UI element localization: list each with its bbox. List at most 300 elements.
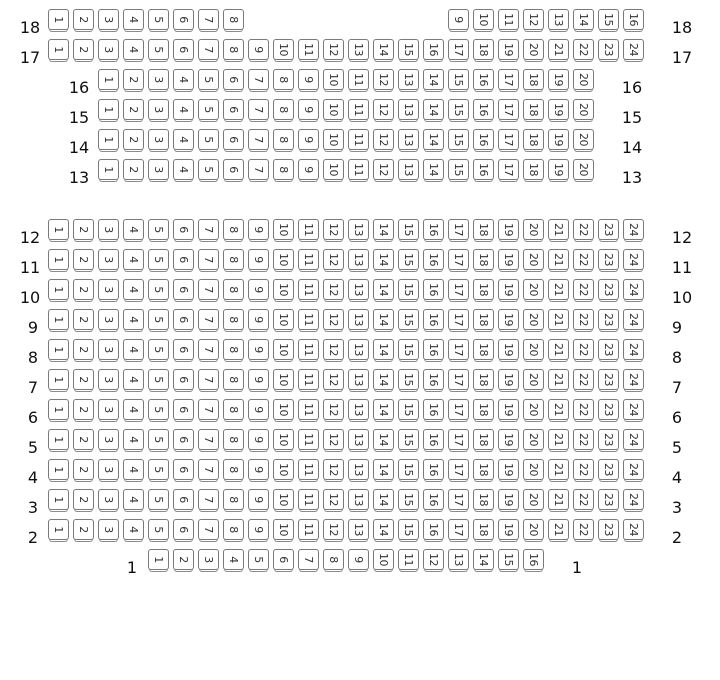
seat[interactable] bbox=[223, 459, 244, 480]
seat[interactable] bbox=[98, 9, 119, 30]
seat[interactable] bbox=[473, 9, 494, 30]
seat[interactable] bbox=[98, 219, 119, 240]
seat[interactable] bbox=[273, 549, 294, 570]
seat[interactable] bbox=[498, 399, 519, 420]
seat[interactable] bbox=[548, 279, 569, 300]
seat[interactable] bbox=[398, 369, 419, 390]
seat[interactable] bbox=[173, 519, 194, 540]
seat[interactable] bbox=[523, 399, 544, 420]
seat[interactable] bbox=[523, 369, 544, 390]
seat[interactable] bbox=[148, 309, 169, 330]
seat[interactable] bbox=[323, 99, 344, 120]
seat[interactable] bbox=[273, 129, 294, 150]
seat[interactable] bbox=[273, 39, 294, 60]
seat[interactable] bbox=[198, 399, 219, 420]
seat[interactable] bbox=[98, 39, 119, 60]
seat[interactable] bbox=[223, 39, 244, 60]
seat[interactable] bbox=[248, 339, 269, 360]
seat[interactable] bbox=[248, 399, 269, 420]
seat[interactable] bbox=[348, 429, 369, 450]
seat[interactable] bbox=[148, 249, 169, 270]
seat[interactable] bbox=[448, 459, 469, 480]
seat[interactable] bbox=[423, 219, 444, 240]
seat[interactable] bbox=[373, 99, 394, 120]
seat[interactable] bbox=[323, 39, 344, 60]
seat[interactable] bbox=[123, 129, 144, 150]
seat[interactable] bbox=[173, 69, 194, 90]
seat[interactable] bbox=[148, 339, 169, 360]
seat[interactable] bbox=[248, 69, 269, 90]
seat[interactable] bbox=[473, 309, 494, 330]
seat[interactable] bbox=[173, 309, 194, 330]
seat[interactable] bbox=[523, 519, 544, 540]
seat[interactable] bbox=[573, 159, 594, 180]
seat[interactable] bbox=[298, 549, 319, 570]
seat[interactable] bbox=[298, 459, 319, 480]
seat[interactable] bbox=[223, 129, 244, 150]
seat[interactable] bbox=[523, 549, 544, 570]
seat[interactable] bbox=[123, 249, 144, 270]
seat[interactable] bbox=[123, 489, 144, 510]
seat[interactable] bbox=[198, 339, 219, 360]
seat[interactable] bbox=[323, 279, 344, 300]
seat[interactable] bbox=[423, 159, 444, 180]
seat[interactable] bbox=[198, 489, 219, 510]
seat[interactable] bbox=[573, 459, 594, 480]
seat[interactable] bbox=[148, 489, 169, 510]
seat[interactable] bbox=[548, 39, 569, 60]
seat[interactable] bbox=[448, 369, 469, 390]
seat[interactable] bbox=[498, 129, 519, 150]
seat[interactable] bbox=[448, 69, 469, 90]
seat[interactable] bbox=[323, 549, 344, 570]
seat[interactable] bbox=[348, 99, 369, 120]
seat[interactable] bbox=[448, 519, 469, 540]
seat[interactable] bbox=[373, 369, 394, 390]
seat[interactable] bbox=[148, 129, 169, 150]
seat[interactable] bbox=[573, 129, 594, 150]
seat[interactable] bbox=[223, 369, 244, 390]
seat[interactable] bbox=[123, 9, 144, 30]
seat[interactable] bbox=[623, 429, 644, 450]
seat[interactable] bbox=[348, 549, 369, 570]
seat[interactable] bbox=[73, 519, 94, 540]
seat[interactable] bbox=[198, 99, 219, 120]
seat[interactable] bbox=[373, 399, 394, 420]
seat[interactable] bbox=[198, 39, 219, 60]
seat[interactable] bbox=[48, 309, 69, 330]
seat[interactable] bbox=[548, 129, 569, 150]
seat[interactable] bbox=[223, 309, 244, 330]
seat[interactable] bbox=[623, 399, 644, 420]
seat[interactable] bbox=[198, 219, 219, 240]
seat[interactable] bbox=[48, 519, 69, 540]
seat[interactable] bbox=[498, 219, 519, 240]
seat[interactable] bbox=[523, 489, 544, 510]
seat[interactable] bbox=[298, 519, 319, 540]
seat[interactable] bbox=[348, 279, 369, 300]
seat[interactable] bbox=[623, 39, 644, 60]
seat[interactable] bbox=[73, 369, 94, 390]
seat[interactable] bbox=[598, 399, 619, 420]
seat[interactable] bbox=[248, 39, 269, 60]
seat[interactable] bbox=[548, 339, 569, 360]
seat[interactable] bbox=[223, 339, 244, 360]
seat[interactable] bbox=[248, 129, 269, 150]
seat[interactable] bbox=[323, 519, 344, 540]
seat[interactable] bbox=[473, 99, 494, 120]
seat[interactable] bbox=[173, 549, 194, 570]
seat[interactable] bbox=[98, 129, 119, 150]
seat[interactable] bbox=[123, 39, 144, 60]
seat[interactable] bbox=[273, 489, 294, 510]
seat[interactable] bbox=[273, 399, 294, 420]
seat[interactable] bbox=[373, 459, 394, 480]
seat[interactable] bbox=[598, 489, 619, 510]
seat[interactable] bbox=[473, 459, 494, 480]
seat[interactable] bbox=[423, 279, 444, 300]
seat[interactable] bbox=[148, 279, 169, 300]
seat[interactable] bbox=[348, 219, 369, 240]
seat[interactable] bbox=[123, 369, 144, 390]
seat[interactable] bbox=[123, 219, 144, 240]
seat[interactable] bbox=[248, 369, 269, 390]
seat[interactable] bbox=[73, 339, 94, 360]
seat[interactable] bbox=[148, 219, 169, 240]
seat[interactable] bbox=[473, 279, 494, 300]
seat[interactable] bbox=[348, 369, 369, 390]
seat[interactable] bbox=[498, 69, 519, 90]
seat[interactable] bbox=[498, 459, 519, 480]
seat[interactable] bbox=[223, 9, 244, 30]
seat[interactable] bbox=[148, 69, 169, 90]
seat[interactable] bbox=[448, 399, 469, 420]
seat[interactable] bbox=[48, 9, 69, 30]
seat[interactable] bbox=[523, 279, 544, 300]
seat[interactable] bbox=[98, 69, 119, 90]
seat[interactable] bbox=[48, 249, 69, 270]
seat[interactable] bbox=[423, 489, 444, 510]
seat[interactable] bbox=[98, 429, 119, 450]
seat[interactable] bbox=[448, 9, 469, 30]
seat[interactable] bbox=[573, 489, 594, 510]
seat[interactable] bbox=[398, 99, 419, 120]
seat[interactable] bbox=[348, 519, 369, 540]
seat[interactable] bbox=[373, 309, 394, 330]
seat[interactable] bbox=[623, 309, 644, 330]
seat[interactable] bbox=[398, 159, 419, 180]
seat[interactable] bbox=[573, 219, 594, 240]
seat[interactable] bbox=[73, 459, 94, 480]
seat[interactable] bbox=[223, 69, 244, 90]
seat[interactable] bbox=[248, 99, 269, 120]
seat[interactable] bbox=[123, 279, 144, 300]
seat[interactable] bbox=[448, 339, 469, 360]
seat[interactable] bbox=[198, 129, 219, 150]
seat[interactable] bbox=[73, 249, 94, 270]
seat[interactable] bbox=[148, 429, 169, 450]
seat[interactable] bbox=[398, 429, 419, 450]
seat[interactable] bbox=[398, 249, 419, 270]
seat[interactable] bbox=[148, 399, 169, 420]
seat[interactable] bbox=[248, 219, 269, 240]
seat[interactable] bbox=[198, 309, 219, 330]
seat[interactable] bbox=[198, 549, 219, 570]
seat[interactable] bbox=[623, 369, 644, 390]
seat[interactable] bbox=[198, 249, 219, 270]
seat[interactable] bbox=[548, 519, 569, 540]
seat[interactable] bbox=[498, 519, 519, 540]
seat[interactable] bbox=[123, 429, 144, 450]
seat[interactable] bbox=[573, 519, 594, 540]
seat[interactable] bbox=[548, 309, 569, 330]
seat[interactable] bbox=[473, 369, 494, 390]
seat[interactable] bbox=[373, 219, 394, 240]
seat[interactable] bbox=[398, 519, 419, 540]
seat[interactable] bbox=[473, 549, 494, 570]
seat[interactable] bbox=[48, 399, 69, 420]
seat[interactable] bbox=[273, 309, 294, 330]
seat[interactable] bbox=[298, 249, 319, 270]
seat[interactable] bbox=[348, 459, 369, 480]
seat[interactable] bbox=[173, 219, 194, 240]
seat[interactable] bbox=[348, 489, 369, 510]
seat[interactable] bbox=[248, 249, 269, 270]
seat[interactable] bbox=[123, 339, 144, 360]
seat[interactable] bbox=[248, 429, 269, 450]
seat[interactable] bbox=[148, 519, 169, 540]
seat[interactable] bbox=[223, 159, 244, 180]
seat[interactable] bbox=[198, 459, 219, 480]
seat[interactable] bbox=[298, 69, 319, 90]
seat[interactable] bbox=[523, 9, 544, 30]
seat[interactable] bbox=[48, 369, 69, 390]
seat[interactable] bbox=[498, 99, 519, 120]
seat[interactable] bbox=[398, 339, 419, 360]
seat[interactable] bbox=[123, 519, 144, 540]
seat[interactable] bbox=[498, 489, 519, 510]
seat[interactable] bbox=[148, 459, 169, 480]
seat[interactable] bbox=[598, 219, 619, 240]
seat[interactable] bbox=[248, 489, 269, 510]
seat[interactable] bbox=[123, 459, 144, 480]
seat[interactable] bbox=[323, 129, 344, 150]
seat[interactable] bbox=[173, 129, 194, 150]
seat[interactable] bbox=[323, 159, 344, 180]
seat[interactable] bbox=[223, 279, 244, 300]
seat[interactable] bbox=[48, 219, 69, 240]
seat[interactable] bbox=[73, 9, 94, 30]
seat[interactable] bbox=[73, 399, 94, 420]
seat[interactable] bbox=[398, 309, 419, 330]
seat[interactable] bbox=[473, 159, 494, 180]
seat[interactable] bbox=[498, 9, 519, 30]
seat[interactable] bbox=[498, 429, 519, 450]
seat[interactable] bbox=[373, 129, 394, 150]
seat[interactable] bbox=[398, 459, 419, 480]
seat[interactable] bbox=[373, 429, 394, 450]
seat[interactable] bbox=[573, 279, 594, 300]
seat[interactable] bbox=[198, 69, 219, 90]
seat[interactable] bbox=[573, 309, 594, 330]
seat[interactable] bbox=[223, 429, 244, 450]
seat[interactable] bbox=[523, 339, 544, 360]
seat[interactable] bbox=[548, 249, 569, 270]
seat[interactable] bbox=[348, 339, 369, 360]
seat[interactable] bbox=[548, 69, 569, 90]
seat[interactable] bbox=[148, 39, 169, 60]
seat[interactable] bbox=[223, 399, 244, 420]
seat[interactable] bbox=[548, 219, 569, 240]
seat[interactable] bbox=[548, 369, 569, 390]
seat[interactable] bbox=[73, 309, 94, 330]
seat[interactable] bbox=[623, 279, 644, 300]
seat[interactable] bbox=[123, 69, 144, 90]
seat[interactable] bbox=[448, 129, 469, 150]
seat[interactable] bbox=[73, 39, 94, 60]
seat[interactable] bbox=[448, 549, 469, 570]
seat[interactable] bbox=[173, 279, 194, 300]
seat[interactable] bbox=[448, 279, 469, 300]
seat[interactable] bbox=[323, 309, 344, 330]
seat[interactable] bbox=[323, 429, 344, 450]
seat[interactable] bbox=[573, 9, 594, 30]
seat[interactable] bbox=[173, 369, 194, 390]
seat[interactable] bbox=[573, 39, 594, 60]
seat[interactable] bbox=[98, 279, 119, 300]
seat[interactable] bbox=[198, 369, 219, 390]
seat[interactable] bbox=[98, 519, 119, 540]
seat[interactable] bbox=[273, 279, 294, 300]
seat[interactable] bbox=[223, 519, 244, 540]
seat[interactable] bbox=[323, 369, 344, 390]
seat[interactable] bbox=[423, 339, 444, 360]
seat[interactable] bbox=[298, 309, 319, 330]
seat[interactable] bbox=[73, 429, 94, 450]
seat[interactable] bbox=[98, 399, 119, 420]
seat[interactable] bbox=[423, 519, 444, 540]
seat[interactable] bbox=[248, 549, 269, 570]
seat[interactable] bbox=[623, 9, 644, 30]
seat[interactable] bbox=[473, 519, 494, 540]
seat[interactable] bbox=[298, 129, 319, 150]
seat[interactable] bbox=[48, 459, 69, 480]
seat[interactable] bbox=[623, 459, 644, 480]
seat[interactable] bbox=[148, 369, 169, 390]
seat[interactable] bbox=[273, 99, 294, 120]
seat[interactable] bbox=[273, 429, 294, 450]
seat[interactable] bbox=[223, 489, 244, 510]
seat[interactable] bbox=[598, 9, 619, 30]
seat[interactable] bbox=[548, 429, 569, 450]
seat[interactable] bbox=[323, 339, 344, 360]
seat[interactable] bbox=[523, 129, 544, 150]
seat[interactable] bbox=[48, 39, 69, 60]
seat[interactable] bbox=[173, 9, 194, 30]
seat[interactable] bbox=[423, 129, 444, 150]
seat[interactable] bbox=[498, 39, 519, 60]
seat[interactable] bbox=[198, 429, 219, 450]
seat[interactable] bbox=[373, 489, 394, 510]
seat[interactable] bbox=[248, 459, 269, 480]
seat[interactable] bbox=[273, 339, 294, 360]
seat[interactable] bbox=[373, 69, 394, 90]
seat[interactable] bbox=[523, 459, 544, 480]
seat[interactable] bbox=[173, 429, 194, 450]
seat[interactable] bbox=[348, 309, 369, 330]
seat[interactable] bbox=[523, 39, 544, 60]
seat[interactable] bbox=[123, 159, 144, 180]
seat[interactable] bbox=[523, 219, 544, 240]
seat[interactable] bbox=[298, 369, 319, 390]
seat[interactable] bbox=[298, 429, 319, 450]
seat[interactable] bbox=[548, 9, 569, 30]
seat[interactable] bbox=[448, 489, 469, 510]
seat[interactable] bbox=[398, 69, 419, 90]
seat[interactable] bbox=[398, 489, 419, 510]
seat[interactable] bbox=[423, 39, 444, 60]
seat[interactable] bbox=[573, 249, 594, 270]
seat[interactable] bbox=[623, 489, 644, 510]
seat[interactable] bbox=[48, 429, 69, 450]
seat[interactable] bbox=[473, 429, 494, 450]
seat[interactable] bbox=[223, 249, 244, 270]
seat[interactable] bbox=[348, 129, 369, 150]
seat[interactable] bbox=[373, 519, 394, 540]
seat[interactable] bbox=[123, 399, 144, 420]
seat[interactable] bbox=[348, 399, 369, 420]
seat[interactable] bbox=[223, 219, 244, 240]
seat[interactable] bbox=[373, 279, 394, 300]
seat[interactable] bbox=[273, 69, 294, 90]
seat[interactable] bbox=[48, 339, 69, 360]
seat[interactable] bbox=[473, 69, 494, 90]
seat[interactable] bbox=[573, 339, 594, 360]
seat[interactable] bbox=[548, 99, 569, 120]
seat[interactable] bbox=[198, 159, 219, 180]
seat[interactable] bbox=[323, 399, 344, 420]
seat[interactable] bbox=[323, 69, 344, 90]
seat[interactable] bbox=[248, 519, 269, 540]
seat[interactable] bbox=[298, 39, 319, 60]
seat[interactable] bbox=[573, 369, 594, 390]
seat[interactable] bbox=[598, 369, 619, 390]
seat[interactable] bbox=[598, 459, 619, 480]
seat[interactable] bbox=[298, 489, 319, 510]
seat[interactable] bbox=[248, 279, 269, 300]
seat[interactable] bbox=[423, 369, 444, 390]
seat[interactable] bbox=[448, 249, 469, 270]
seat[interactable] bbox=[423, 459, 444, 480]
seat[interactable] bbox=[498, 549, 519, 570]
seat[interactable] bbox=[473, 399, 494, 420]
seat[interactable] bbox=[473, 39, 494, 60]
seat[interactable] bbox=[248, 159, 269, 180]
seat[interactable] bbox=[573, 99, 594, 120]
seat[interactable] bbox=[523, 69, 544, 90]
seat[interactable] bbox=[498, 309, 519, 330]
seat[interactable] bbox=[48, 489, 69, 510]
seat[interactable] bbox=[373, 159, 394, 180]
seat[interactable] bbox=[323, 249, 344, 270]
seat[interactable] bbox=[298, 219, 319, 240]
seat[interactable] bbox=[273, 159, 294, 180]
seat[interactable] bbox=[598, 519, 619, 540]
seat[interactable] bbox=[248, 309, 269, 330]
seat[interactable] bbox=[348, 69, 369, 90]
seat[interactable] bbox=[323, 219, 344, 240]
seat[interactable] bbox=[448, 99, 469, 120]
